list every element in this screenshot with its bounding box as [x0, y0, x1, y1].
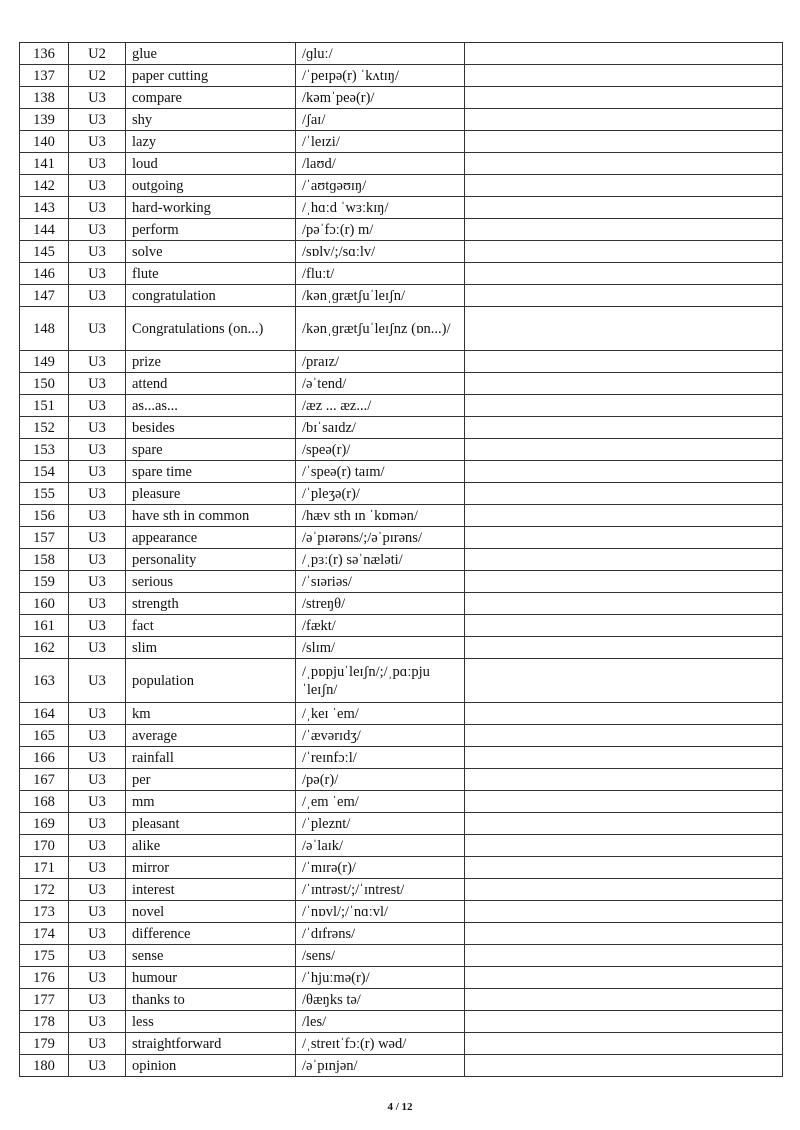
pronunciation-cell: /kənˌɡrætʃuˈleɪʃnz (ɒn...)/	[296, 307, 465, 351]
entry-number: 162	[20, 637, 69, 659]
unit-cell: U3	[69, 461, 126, 483]
meaning-cell	[465, 483, 783, 505]
word-cell: per	[126, 769, 296, 791]
table-row	[20, 879, 783, 901]
table-row	[20, 131, 783, 153]
pronunciation-cell: /ˈaʊtɡəʊɪŋ/	[296, 175, 465, 197]
unit-cell: U3	[69, 1033, 126, 1055]
pronunciation-cell: /ˈhjuːmə(r)/	[296, 967, 465, 989]
meaning-cell	[465, 791, 783, 813]
word-cell: sense	[126, 945, 296, 967]
pronunciation-cell: /ˌhɑːd ˈwɜːkɪŋ/	[296, 197, 465, 219]
unit-cell: U3	[69, 923, 126, 945]
entry-number: 139	[20, 109, 69, 131]
table-row	[20, 153, 783, 175]
unit-cell: U3	[69, 1011, 126, 1033]
pronunciation-cell: /les/	[296, 1011, 465, 1033]
entry-number: 140	[20, 131, 69, 153]
pronunciation-cell: /kənˌɡrætʃuˈleɪʃn/	[296, 285, 465, 307]
word-cell: lazy	[126, 131, 296, 153]
word-cell: mirror	[126, 857, 296, 879]
unit-cell: U3	[69, 109, 126, 131]
unit-cell: U3	[69, 527, 126, 549]
pronunciation-cell: /sens/	[296, 945, 465, 967]
meaning-cell	[465, 967, 783, 989]
meaning-cell	[465, 1033, 783, 1055]
entry-number: 146	[20, 263, 69, 285]
pronunciation-cell: /ɡluː/	[296, 43, 465, 65]
pronunciation-cell: /ˈnɒvl/;/ˈnɑːvl/	[296, 901, 465, 923]
unit-cell: U3	[69, 373, 126, 395]
table-row	[20, 241, 783, 263]
entry-number: 172	[20, 879, 69, 901]
word-cell: straightforward	[126, 1033, 296, 1055]
word-cell: loud	[126, 153, 296, 175]
pronunciation-cell: /əˈlaɪk/	[296, 835, 465, 857]
pronunciation-cell: /əˈpɪnjən/	[296, 1055, 465, 1077]
meaning-cell	[465, 527, 783, 549]
pronunciation-cell: /hæv sth ɪn ˈkɒmən/	[296, 505, 465, 527]
word-cell: prize	[126, 351, 296, 373]
pronunciation-cell: /ˈreɪnfɔːl/	[296, 747, 465, 769]
meaning-cell	[465, 857, 783, 879]
entry-number: 141	[20, 153, 69, 175]
entry-number: 143	[20, 197, 69, 219]
pronunciation-cell: /ˌpɒpjuˈleɪʃn/;/ˌpɑːpjuˈleɪʃn/	[296, 659, 465, 703]
meaning-cell	[465, 813, 783, 835]
table-row	[20, 373, 783, 395]
pronunciation-cell: /ˈpeɪpə(r) ˈkʌtɪŋ/	[296, 65, 465, 87]
meaning-cell	[465, 461, 783, 483]
meaning-cell	[465, 241, 783, 263]
word-cell: congratulation	[126, 285, 296, 307]
unit-cell: U3	[69, 483, 126, 505]
table-row	[20, 1055, 783, 1077]
entry-number: 155	[20, 483, 69, 505]
unit-cell: U3	[69, 769, 126, 791]
table-row	[20, 417, 783, 439]
pronunciation-cell: /kəmˈpeə(r)/	[296, 87, 465, 109]
word-cell: Congratulations (on...)	[126, 307, 296, 351]
unit-cell: U3	[69, 175, 126, 197]
pronunciation-cell: /ʃaɪ/	[296, 109, 465, 131]
entry-number: 153	[20, 439, 69, 461]
entry-number: 151	[20, 395, 69, 417]
word-cell: pleasure	[126, 483, 296, 505]
pronunciation-cell: /bɪˈsaɪdz/	[296, 417, 465, 439]
entry-number: 171	[20, 857, 69, 879]
pronunciation-cell: /praɪz/	[296, 351, 465, 373]
meaning-cell	[465, 505, 783, 527]
meaning-cell	[465, 769, 783, 791]
table-row	[20, 967, 783, 989]
pronunciation-cell: /streŋθ/	[296, 593, 465, 615]
unit-cell: U2	[69, 65, 126, 87]
meaning-cell	[465, 197, 783, 219]
pronunciation-cell: /ˈpleʒə(r)/	[296, 483, 465, 505]
table-row	[20, 637, 783, 659]
unit-cell: U3	[69, 87, 126, 109]
meaning-cell	[465, 549, 783, 571]
pronunciation-cell: /fluːt/	[296, 263, 465, 285]
unit-cell: U3	[69, 945, 126, 967]
meaning-cell	[465, 571, 783, 593]
pronunciation-cell: /æz ... æz.../	[296, 395, 465, 417]
unit-cell: U3	[69, 241, 126, 263]
entry-number: 154	[20, 461, 69, 483]
pronunciation-cell: /θæŋks tə/	[296, 989, 465, 1011]
meaning-cell	[465, 307, 783, 351]
word-cell: opinion	[126, 1055, 296, 1077]
table-row	[20, 87, 783, 109]
word-cell: appearance	[126, 527, 296, 549]
table-row	[20, 219, 783, 241]
word-cell: solve	[126, 241, 296, 263]
unit-cell: U3	[69, 417, 126, 439]
word-cell: as...as...	[126, 395, 296, 417]
unit-cell: U3	[69, 395, 126, 417]
pronunciation-cell: /pəˈfɔː(r) m/	[296, 219, 465, 241]
entry-number: 176	[20, 967, 69, 989]
meaning-cell	[465, 1011, 783, 1033]
table-row	[20, 593, 783, 615]
table-row	[20, 263, 783, 285]
pronunciation-cell: /slɪm/	[296, 637, 465, 659]
table-row	[20, 307, 783, 351]
pronunciation-cell: /ˌem ˈem/	[296, 791, 465, 813]
meaning-cell	[465, 285, 783, 307]
word-cell: population	[126, 659, 296, 703]
meaning-cell	[465, 351, 783, 373]
meaning-cell	[465, 615, 783, 637]
meaning-cell	[465, 131, 783, 153]
entry-number: 144	[20, 219, 69, 241]
entry-number: 168	[20, 791, 69, 813]
pronunciation-cell: /ˌstreɪtˈfɔː(r) wəd/	[296, 1033, 465, 1055]
entry-number: 166	[20, 747, 69, 769]
table-row	[20, 835, 783, 857]
entry-number: 163	[20, 659, 69, 703]
meaning-cell	[465, 153, 783, 175]
meaning-cell	[465, 1055, 783, 1077]
unit-cell: U3	[69, 857, 126, 879]
table-row	[20, 109, 783, 131]
pronunciation-cell: /ˌkeɪ ˈem/	[296, 703, 465, 725]
entry-number: 174	[20, 923, 69, 945]
unit-cell: U3	[69, 505, 126, 527]
table-row	[20, 571, 783, 593]
vocabulary-table	[19, 42, 783, 1077]
word-cell: slim	[126, 637, 296, 659]
word-cell: humour	[126, 967, 296, 989]
table-row	[20, 175, 783, 197]
unit-cell: U3	[69, 791, 126, 813]
unit-cell: U3	[69, 571, 126, 593]
pronunciation-cell: /ˈmɪrə(r)/	[296, 857, 465, 879]
pronunciation-cell: /ˈsɪəriəs/	[296, 571, 465, 593]
meaning-cell	[465, 747, 783, 769]
word-cell: fact	[126, 615, 296, 637]
meaning-cell	[465, 65, 783, 87]
pronunciation-cell: /əˈpɪərəns/;/əˈpɪrəns/	[296, 527, 465, 549]
table-row	[20, 791, 783, 813]
word-cell: perform	[126, 219, 296, 241]
word-cell: less	[126, 1011, 296, 1033]
unit-cell: U2	[69, 43, 126, 65]
word-cell: besides	[126, 417, 296, 439]
word-cell: attend	[126, 373, 296, 395]
entry-number: 148	[20, 307, 69, 351]
pronunciation-cell: /ˈdɪfrəns/	[296, 923, 465, 945]
unit-cell: U3	[69, 307, 126, 351]
table-row	[20, 461, 783, 483]
unit-cell: U3	[69, 725, 126, 747]
word-cell: shy	[126, 109, 296, 131]
unit-cell: U3	[69, 285, 126, 307]
unit-cell: U3	[69, 263, 126, 285]
table-row	[20, 483, 783, 505]
entry-number: 150	[20, 373, 69, 395]
unit-cell: U3	[69, 153, 126, 175]
meaning-cell	[465, 263, 783, 285]
unit-cell: U3	[69, 549, 126, 571]
entry-number: 158	[20, 549, 69, 571]
pronunciation-cell: /ˈspeə(r) taɪm/	[296, 461, 465, 483]
entry-number: 164	[20, 703, 69, 725]
word-cell: hard-working	[126, 197, 296, 219]
meaning-cell	[465, 923, 783, 945]
meaning-cell	[465, 219, 783, 241]
meaning-cell	[465, 109, 783, 131]
unit-cell: U3	[69, 967, 126, 989]
entry-number: 142	[20, 175, 69, 197]
word-cell: difference	[126, 923, 296, 945]
word-cell: paper cutting	[126, 65, 296, 87]
meaning-cell	[465, 395, 783, 417]
word-cell: km	[126, 703, 296, 725]
meaning-cell	[465, 945, 783, 967]
unit-cell: U3	[69, 615, 126, 637]
entry-number: 156	[20, 505, 69, 527]
entry-number: 157	[20, 527, 69, 549]
unit-cell: U3	[69, 901, 126, 923]
unit-cell: U3	[69, 747, 126, 769]
entry-number: 165	[20, 725, 69, 747]
unit-cell: U3	[69, 813, 126, 835]
entry-number: 159	[20, 571, 69, 593]
word-cell: novel	[126, 901, 296, 923]
table-row	[20, 1011, 783, 1033]
entry-number: 175	[20, 945, 69, 967]
word-cell: spare time	[126, 461, 296, 483]
word-cell: have sth in common	[126, 505, 296, 527]
table-row	[20, 747, 783, 769]
entry-number: 170	[20, 835, 69, 857]
meaning-cell	[465, 417, 783, 439]
unit-cell: U3	[69, 659, 126, 703]
entry-number: 137	[20, 65, 69, 87]
pronunciation-cell: /ˈævərɪdʒ/	[296, 725, 465, 747]
table-row	[20, 945, 783, 967]
pronunciation-cell: /laʊd/	[296, 153, 465, 175]
table-row	[20, 351, 783, 373]
table-row	[20, 65, 783, 87]
word-cell: rainfall	[126, 747, 296, 769]
unit-cell: U3	[69, 439, 126, 461]
table-row	[20, 527, 783, 549]
table-row	[20, 813, 783, 835]
meaning-cell	[465, 703, 783, 725]
table-row	[20, 439, 783, 461]
table-row	[20, 549, 783, 571]
meaning-cell	[465, 659, 783, 703]
unit-cell: U3	[69, 1055, 126, 1077]
meaning-cell	[465, 637, 783, 659]
meaning-cell	[465, 439, 783, 461]
unit-cell: U3	[69, 703, 126, 725]
entry-number: 180	[20, 1055, 69, 1077]
unit-cell: U3	[69, 197, 126, 219]
meaning-cell	[465, 879, 783, 901]
entry-number: 152	[20, 417, 69, 439]
unit-cell: U3	[69, 835, 126, 857]
pronunciation-cell: /ˈleɪzi/	[296, 131, 465, 153]
meaning-cell	[465, 87, 783, 109]
pronunciation-cell: /sɒlv/;/sɑːlv/	[296, 241, 465, 263]
meaning-cell	[465, 835, 783, 857]
word-cell: personality	[126, 549, 296, 571]
word-cell: outgoing	[126, 175, 296, 197]
pronunciation-cell: /fækt/	[296, 615, 465, 637]
pronunciation-cell: /ˈɪntrəst/;/ˈɪntrest/	[296, 879, 465, 901]
table-row	[20, 1033, 783, 1055]
page-number: 4 / 12	[387, 1101, 413, 1113]
meaning-cell	[465, 175, 783, 197]
word-cell: thanks to	[126, 989, 296, 1011]
table-row	[20, 703, 783, 725]
table-row	[20, 725, 783, 747]
table-row	[20, 857, 783, 879]
entry-number: 179	[20, 1033, 69, 1055]
entry-number: 177	[20, 989, 69, 1011]
pronunciation-cell: /ˌpɜː(r) səˈnæləti/	[296, 549, 465, 571]
word-cell: mm	[126, 791, 296, 813]
table-row	[20, 659, 783, 703]
word-cell: strength	[126, 593, 296, 615]
unit-cell: U3	[69, 131, 126, 153]
table-row	[20, 285, 783, 307]
meaning-cell	[465, 989, 783, 1011]
entry-number: 160	[20, 593, 69, 615]
pronunciation-cell: /əˈtend/	[296, 373, 465, 395]
meaning-cell	[465, 593, 783, 615]
entry-number: 138	[20, 87, 69, 109]
pronunciation-cell: /speə(r)/	[296, 439, 465, 461]
unit-cell: U3	[69, 637, 126, 659]
entry-number: 173	[20, 901, 69, 923]
table-row	[20, 43, 783, 65]
word-cell: interest	[126, 879, 296, 901]
table-row	[20, 197, 783, 219]
word-cell: serious	[126, 571, 296, 593]
table-row	[20, 505, 783, 527]
entry-number: 161	[20, 615, 69, 637]
table-row	[20, 769, 783, 791]
table-row	[20, 989, 783, 1011]
word-cell: alike	[126, 835, 296, 857]
unit-cell: U3	[69, 219, 126, 241]
word-cell: compare	[126, 87, 296, 109]
table-row	[20, 923, 783, 945]
unit-cell: U3	[69, 989, 126, 1011]
table-row	[20, 615, 783, 637]
meaning-cell	[465, 901, 783, 923]
entry-number: 167	[20, 769, 69, 791]
word-cell: flute	[126, 263, 296, 285]
word-cell: pleasant	[126, 813, 296, 835]
meaning-cell	[465, 373, 783, 395]
unit-cell: U3	[69, 879, 126, 901]
unit-cell: U3	[69, 351, 126, 373]
unit-cell: U3	[69, 593, 126, 615]
entry-number: 145	[20, 241, 69, 263]
entry-number: 136	[20, 43, 69, 65]
vocabulary-table-body	[20, 43, 783, 1077]
table-row	[20, 395, 783, 417]
entry-number: 169	[20, 813, 69, 835]
pronunciation-cell: /ˈpleznt/	[296, 813, 465, 835]
entry-number: 147	[20, 285, 69, 307]
word-cell: glue	[126, 43, 296, 65]
word-cell: spare	[126, 439, 296, 461]
meaning-cell	[465, 725, 783, 747]
pronunciation-cell: /pə(r)/	[296, 769, 465, 791]
table-row	[20, 901, 783, 923]
entry-number: 149	[20, 351, 69, 373]
entry-number: 178	[20, 1011, 69, 1033]
word-cell: average	[126, 725, 296, 747]
meaning-cell	[465, 43, 783, 65]
